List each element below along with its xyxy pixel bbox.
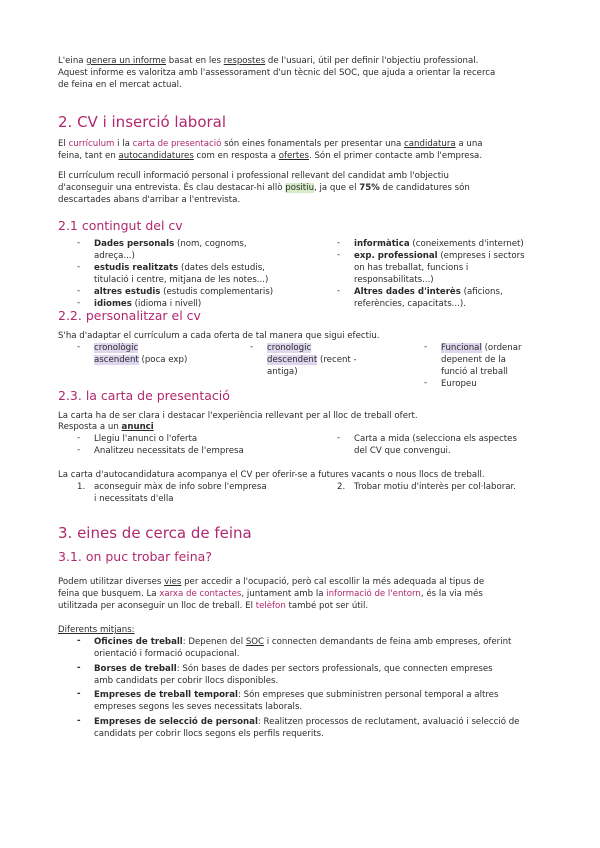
list-item: idiomes (idioma i nivell) <box>94 299 202 309</box>
bullet-dash: - <box>77 636 81 646</box>
sec2-p2-line-1: El currículum recull informació personal i professional rellevant del candidat amb l'objectiu <box>58 171 449 181</box>
bullet-dash: - <box>337 286 341 296</box>
list-item: cronologic descendent (recent - antiga) <box>267 343 357 377</box>
list-item: Altres dades d'interès (aficions, referències, capacitats...). <box>354 287 503 309</box>
sec2-p2-line-3: descartades abans d'arribar a l'entrevista. <box>58 195 241 205</box>
bullet-dash: - <box>77 286 81 296</box>
sec2-p2-line-2: d'aconseguir una entrevista. És clau destacar-hi allò positiu, ja que el 75% de candidatures són <box>58 183 470 193</box>
bullet-dash: - <box>77 433 81 443</box>
bullet-dash: - <box>77 716 81 726</box>
bullet-dash: - <box>424 378 428 388</box>
list-item: estudis realitzats (dates dels estudis, titulació i centre, mitjana de les notes...) <box>94 263 269 285</box>
list-item: Analitzeu necessitats de l'empresa <box>94 446 244 456</box>
section-2-2-heading: 2.2. personalitzar el cv <box>58 308 201 323</box>
section-3-heading: 3. eines de cerca de feina <box>58 524 252 542</box>
bullet-dash: - <box>77 663 81 673</box>
section-2-heading: 2. CV i inserció laboral <box>58 113 227 131</box>
sec2-p1-line-1: El currículum i la carta de presentació són eines fonamentals per presentar una candidatura a una <box>58 139 483 149</box>
bullet-dash: - <box>250 342 254 352</box>
intro-line-2: Aquest informe es valoritza amb l'assessorament d'un tècnic del SOC, que ajuda a orientar la recerca <box>58 68 496 78</box>
list-number: 2. <box>337 482 346 492</box>
bullet-dash: - <box>77 445 81 455</box>
methods-title: Diferents mitjans: <box>58 625 135 635</box>
list-item: altres estudis (estudis complementaris) <box>94 287 274 297</box>
intro-line-3: de feina en el mercat actual. <box>58 80 182 90</box>
bullet-dash: - <box>77 238 81 248</box>
sec3-p1-line-2: feina que busquem. La xarxa de contactes, juntament amb la informació de l'entorn, és la via més <box>58 589 483 599</box>
list-item: Trobar motiu d'interès per col·laborar. <box>354 482 517 492</box>
bullet-dash: - <box>77 689 81 699</box>
sec2-p1-line-2: feina, tant en autocandidatures com en resposta a ofertes. Són el primer contacte amb l'empresa. <box>58 151 483 161</box>
list-item: aconseguir màx de info sobre l'empresa i necessitats d'ella <box>94 482 267 504</box>
list-item: informàtica (coneixements d'internet) <box>354 239 524 249</box>
list-item: exp. professional (empreses i sectors on has treballat, funcions i responsabilitats...) <box>354 251 525 285</box>
bullet-dash: - <box>337 250 341 260</box>
bullet-dash: - <box>77 262 81 272</box>
bullet-dash: - <box>77 298 81 308</box>
list-item: Europeu <box>441 379 477 389</box>
bullet-dash: - <box>77 342 81 352</box>
sec3-p1-line-1: Podem utilitzar diverses vies per accedir a l'ocupació, però cal escollir la més adequada al tipus de <box>58 577 485 587</box>
list-item: Llegiu l'anunci o l'oferta <box>94 434 198 444</box>
section-2-3-heading: 2.3. la carta de presentació <box>58 388 230 403</box>
list-number: 1. <box>77 482 86 492</box>
bullet-dash: - <box>337 433 341 443</box>
sec3-p1-line-3: utilitzada per aconseguir un lloc de treball. El telèfon també pot ser útil. <box>58 601 369 611</box>
list-item: Funcional (ordenar depenent de la funció al treball <box>441 343 522 377</box>
list-item: Oficines de treball: Depenen del SOC i connecten demandants de feina amb empreses, oferint orientació i formació ocupacional. <box>94 637 512 659</box>
list-item: Carta a mida (selecciona els aspectes del CV que convengui. <box>354 434 517 456</box>
sec22-intro: S'ha d'adaptar el currículum a cada oferta de tal manera que sigui efectiu. <box>58 331 380 341</box>
sec23-p2: Resposta a un anunci <box>58 422 154 432</box>
list-item: Dades personals (nom, cognoms, adreça...) <box>94 239 247 261</box>
sec23-p3: La carta d'autocandidatura acompanya el CV per oferir-se a futures vacants o nous llocs de treball. <box>58 470 485 480</box>
intro-line-1: L'eina genera un informe basat en les respostes de l'usuari, útil per definir l'objectiu professional. <box>58 56 479 66</box>
list-item: Borses de treball: Són bases de dades per sectors professionals, que connecten empreses amb candidats per cobrir llocs disponibles. <box>94 664 493 686</box>
bullet-dash: - <box>424 342 428 352</box>
sec23-p1: La carta ha de ser clara i destacar l'experiència rellevant per al lloc de treball ofert. <box>58 411 418 421</box>
section-2-1-heading: 2.1 contingut del cv <box>58 218 183 233</box>
list-item: Empreses de selecció de personal: Realitzen processos de reclutament, avaluació i selecció de candidats per cobrir llocs segons els perfils requerits. <box>94 717 520 739</box>
bullet-dash: - <box>337 238 341 248</box>
section-3-1-heading: 3.1. on puc trobar feina? <box>58 549 212 564</box>
list-item: cronològic ascendent (poca exp) <box>94 343 188 365</box>
list-item: Empreses de treball temporal: Són empreses que subministren personal temporal a altres empreses segons les seves necessitats laborals. <box>94 690 499 712</box>
